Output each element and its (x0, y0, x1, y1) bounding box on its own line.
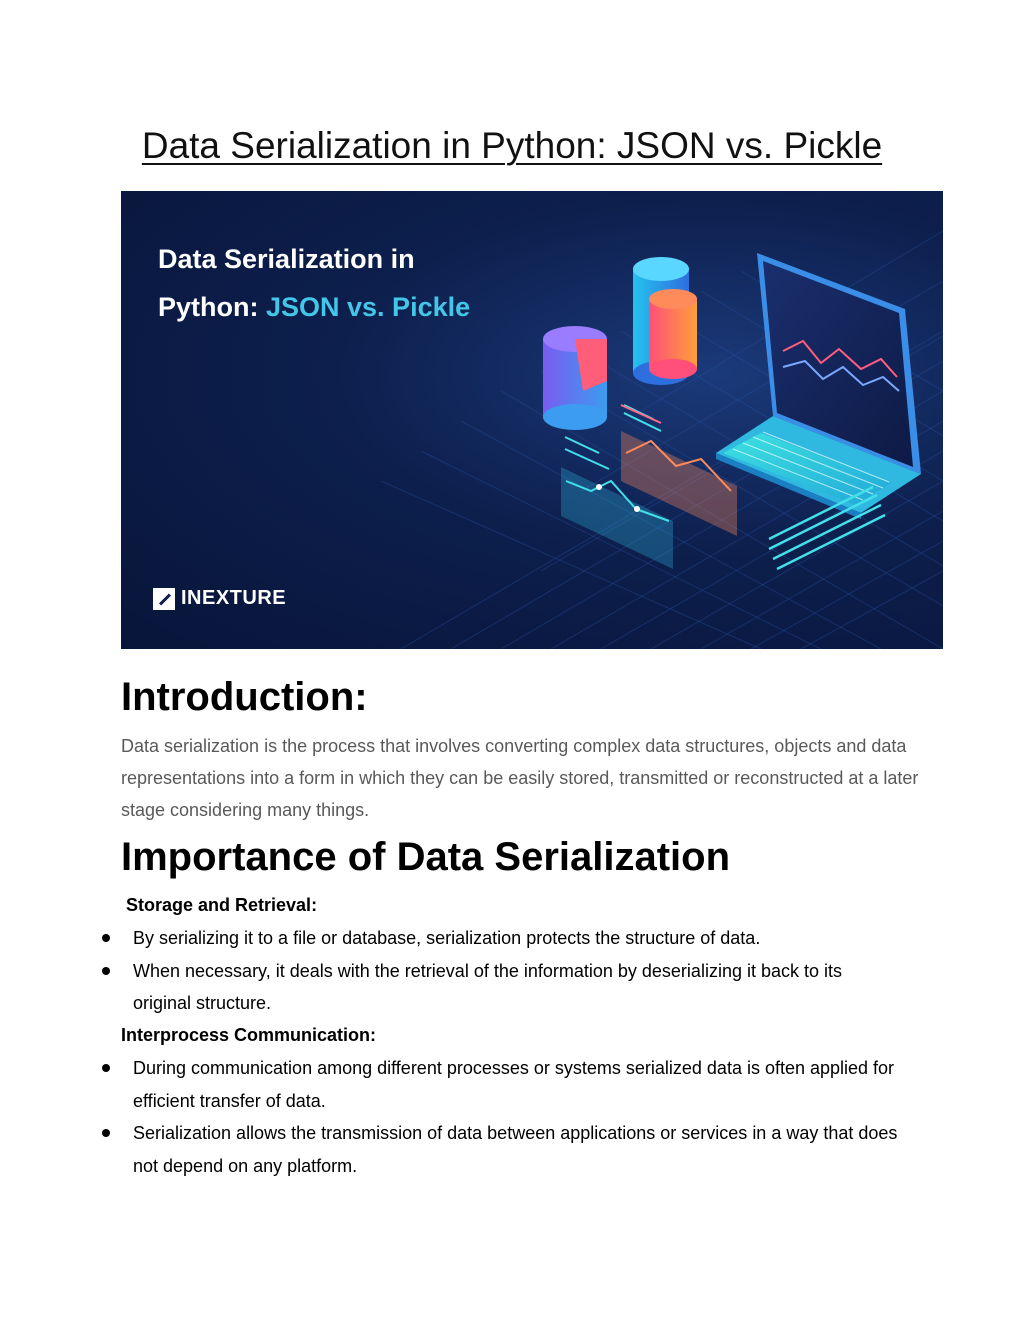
storage-retrieval-list (0, 922, 900, 1020)
page-title-text: Data Serialization in Python: JSON vs. Pickle (141, 125, 883, 166)
importance-heading: Importance of Data Serialization (121, 835, 731, 879)
arrow-up-right-icon (153, 588, 175, 610)
banner-title-line1: Data Serialization in (158, 244, 415, 274)
introduction-paragraph: Data serialization is the process that involves converting complex data structures, objects and data representations into a form in which they can be easily stored, transmitted or reconstructed at a later stage considering many things. (121, 736, 919, 820)
brand-name: INEXTURE (181, 587, 287, 609)
interprocess-communication-subheading: Interprocess Communication: (121, 1025, 377, 1045)
laptop-icon (716, 253, 921, 519)
storage-retrieval-subheading: Storage and Retrieval: (126, 895, 318, 915)
hero-banner-image (121, 191, 943, 649)
banner-title (158, 235, 578, 331)
page-title (0, 122, 1024, 170)
banner-title-line2 (158, 283, 578, 331)
list-item: By serializing it to a file or database, serialization protects the structure of data. (0, 922, 900, 955)
list-item: During communication among different processes or systems serialized data is often applied for efficient transfer of data. (0, 1052, 900, 1117)
banner-title-prefix: Python: (158, 292, 266, 322)
interprocess-communication-list (0, 1052, 900, 1182)
brand-logo (153, 587, 286, 610)
banner-title-accent: JSON vs. Pickle (266, 292, 471, 322)
list-item: When necessary, it deals with the retrieval of the information by deserializing it back to its original structure. (0, 955, 900, 1020)
list-item: Serialization allows the transmission of data between applications or services in a way that does not depend on any platform. (0, 1117, 900, 1182)
introduction-heading: Introduction: (121, 675, 368, 719)
